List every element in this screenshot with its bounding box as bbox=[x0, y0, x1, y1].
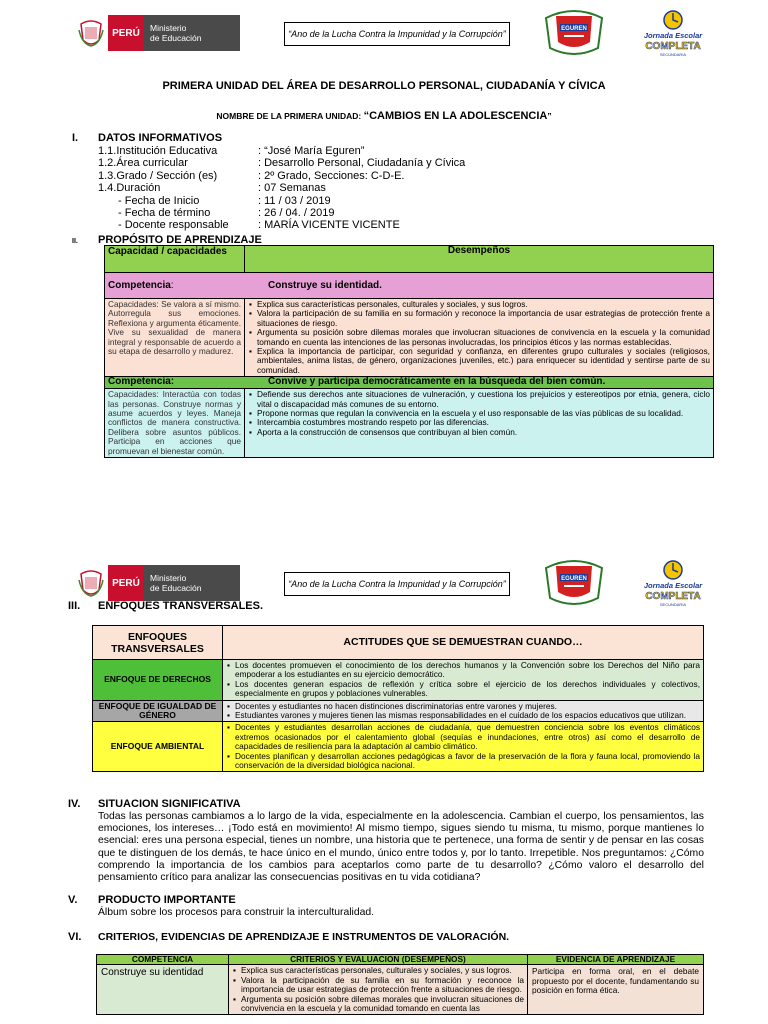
actitud-item: ▪ Docentes planifican y desarrollan acciones pedagógicas a favor de la preservación de la flora y fauna local, promoviendo la conservación de la diversidad biológica nacional. bbox=[227, 752, 700, 771]
minedu-logo bbox=[78, 562, 242, 604]
jec-logo-icon bbox=[640, 8, 706, 60]
page-title: PRIMERA UNIDAD DEL ÁREA DE DESARROLLO PERSONAL, CIUDADANÍA Y CÍVICA bbox=[162, 80, 606, 92]
svg-text:EGUREN: EGUREN bbox=[561, 576, 587, 582]
competencia-cell: Construye su identidad bbox=[97, 965, 229, 1015]
enfoque-genero: ENFOQUE DE IGUALDAD DE GÉNERO bbox=[93, 700, 223, 722]
actitud-item: ▪ Docentes y estudiantes no hacen distinciones discriminatorias entre varones y mujeres. bbox=[227, 702, 700, 711]
svg-text:EGUREN: EGUREN bbox=[561, 26, 587, 32]
dato-row: 1.3.Grado / Sección (es) : 2º Grado, Secciones: C-D-E. bbox=[98, 169, 405, 182]
actitud-item: ▪ Los docentes generan espacios de reflexión y crítica sobre el ejercicio de los derechos individuales y colectivos, especialmente en grupos y poblaciones vulnerables. bbox=[227, 680, 700, 699]
minedu-logo bbox=[78, 12, 242, 54]
criterios-table bbox=[96, 954, 704, 1015]
criterio-item: ▪ Argumenta su posición sobre dilemas morales que involucran situaciones de convivencia en la escuela y la comunidad tomando en cuenta las bbox=[233, 995, 524, 1014]
school-crest-icon bbox=[542, 558, 606, 606]
desempeno-item: ▪ Defiende sus derechos ante situaciones de vulneración, y cuestiona los prejuicios y estereotipos por etnia, genera, ciclo vital o discapacidad más comunes de su entorno. bbox=[249, 390, 710, 409]
section-5-heading: V. PRODUCTO IMPORTANTE bbox=[68, 894, 236, 906]
header-criterios: CRITERIOS Y EVALUACION (DESEMPEÑOS) bbox=[229, 955, 528, 965]
desempenos-2 bbox=[245, 389, 714, 458]
enfoque-derechos: ENFOQUE DE DERECHOS bbox=[93, 660, 223, 701]
svg-text:Jornada Escolar: Jornada Escolar bbox=[643, 31, 703, 40]
section-6-heading: VI. CRITERIOS, EVIDENCIAS DE APRENDIZAJE E INSTRUMENTOS DE VALORACIÓN. bbox=[68, 931, 510, 943]
desempeno-item: ▪ Valora la participación de su familia en su formación y reconoce la importancia de usar estrategias de protección frente a situaciones de riesgo. bbox=[249, 309, 710, 328]
actitudes-ambiental bbox=[223, 722, 704, 772]
desempeno-item: ▪ Argumenta su posición sobre dilemas morales que involucran situaciones de convivencia en la escuela y la comunidad tomando en cuenta las intenciones de las personas involucradas, los principios éticos y las normas establecidas. bbox=[249, 328, 710, 347]
competencia-2: Competencia: Convive y participa democráticamente en la búsqueda del bien común. bbox=[105, 377, 714, 389]
ministerio-label: Ministerio de Educación bbox=[144, 565, 240, 601]
dato-row: 1.4.Duración : 07 Semanas bbox=[98, 182, 326, 195]
dato-row: - Fecha de término : 26 / 04. / 2019 bbox=[118, 207, 335, 220]
competencia-1: Competencia: Construye su identidad. bbox=[105, 273, 714, 299]
desempeno-item: ▪ Explica sus características personales, culturales y sociales, y sus logros. bbox=[249, 300, 710, 309]
dato-row: - Fecha de Inicio : 11 / 03 / 2019 bbox=[118, 194, 331, 207]
criterio-item: ▪ Explica sus características personales, culturales y sociales, y sus logros. bbox=[233, 966, 524, 975]
desempeno-item: ▪ Aporta a la construcción de consensos que contribuyan al bien común. bbox=[249, 428, 710, 437]
actitud-item: ▪ Docentes y estudiantes desarrollan acciones de ciudadanía, que demuestren conciencia sobre los eventos climáticos extremos ocasionados por el calentamiento global (sequías e inundaciones, entre otros) así como el desarrollo de capacidades de resiliencia para la adaptación al cambio climático. bbox=[227, 723, 700, 751]
header-desempenos: Desempeños bbox=[245, 246, 714, 273]
svg-text:COMPLETA: COMPLETA bbox=[645, 591, 701, 602]
ministerio-label: Ministerio de Educación bbox=[144, 15, 240, 51]
dato-row: 1.1.Institución Educativa : “José María Eguren” bbox=[98, 145, 365, 157]
capacidades-2: Capacidades: Interactúa con todas las personas. Construye normas y asume acuerdos y leyes. Maneja conflictos de manera constructiva. Delibera sobre asuntos públicos. Participa en acciones que promuevan el bienestar común. bbox=[105, 389, 245, 458]
criterios-cell bbox=[229, 965, 528, 1015]
section-3-heading: III. ENFOQUES TRANSVERSALES. bbox=[68, 600, 264, 612]
actitudes-genero bbox=[223, 700, 704, 722]
desempeno-item: ▪ Explica la importancia de participar, con seguridad y confianza, en diferentes grupo culturales y sociales (religiosos, ambientales, anima listas, de género, organizaciones juveniles, etc.) para enriquecer su identidad y sentirse parte de su comunidad. bbox=[249, 347, 710, 375]
actitud-item: ▪ Estudiantes varones y mujeres tienen las mismas responsabilidades en el cuidado de los espacios educativos que utilizan. bbox=[227, 711, 700, 720]
producto-text: Álbum sobre los procesos para construir la interculturalidad. bbox=[98, 907, 375, 918]
enfoque-ambiental: ENFOQUE AMBIENTAL bbox=[93, 722, 223, 772]
actitud-item: ▪ Los docentes promueven el conocimiento de los derechos humanos y la Convención sobre los Derechos del Niño para empoderar a los estudiantes en su ejercicio democrático. bbox=[227, 661, 700, 680]
criterio-item: ▪ Valora la participación de su familia en su formación y reconoce la importancia de usar estrategias de protección frente a situaciones de riesgo. bbox=[233, 976, 524, 995]
svg-text:SECUNDARIA: SECUNDARIA bbox=[659, 52, 687, 57]
svg-text:SECUNDARIA: SECUNDARIA bbox=[659, 602, 687, 607]
dato-row: - Docente responsable : MARÍA VICENTE VICENTE bbox=[118, 219, 400, 232]
year-motto: “Ano de la Lucha Contra la Impunidad y la Corrupción” bbox=[284, 572, 510, 596]
section-4-heading: IV. SITUACION SIGNIFICATIVA bbox=[68, 798, 241, 810]
evidencia-cell: Participa en forma oral, en el debate propuesto por el docente, fundamentando su posición en forma ética. bbox=[528, 965, 704, 1015]
header-competencia: COMPETENCIA bbox=[97, 955, 229, 965]
year-motto: “Ano de la Lucha Contra la Impunidad y la Corrupción” bbox=[284, 22, 510, 46]
capacidades-1: Capacidades: Se valora a sí mismo. Autorregula sus emociones. Reflexiona y argumenta éticamente. Vive su sexualidad de manera integral y responsable de acuerdo a su etapa de desarrollo y madurez. bbox=[105, 299, 245, 377]
dato-row: 1.2.Área curricular : Desarrollo Personal, Ciudadanía y Cívica bbox=[98, 157, 466, 170]
svg-text:COMPLETA: COMPLETA bbox=[645, 41, 701, 52]
school-crest-icon bbox=[542, 8, 606, 56]
datos-informativos bbox=[98, 145, 465, 232]
actitudes-derechos bbox=[223, 660, 704, 701]
header-enfoques: ENFOQUES TRANSVERSALES bbox=[93, 626, 223, 660]
desempeno-item: ▪ Propone normas que regulan la convivencia en la escuela y el uso responsable de las vías públicas de su localidad. bbox=[249, 409, 710, 418]
proposito-table bbox=[104, 245, 714, 458]
svg-text:Jornada Escolar: Jornada Escolar bbox=[643, 581, 703, 590]
header-capacidades: Capacidad / capacidades bbox=[105, 246, 245, 273]
peru-coat-of-arms-icon bbox=[78, 568, 104, 598]
desempenos-1 bbox=[245, 299, 714, 377]
page-header-1 bbox=[0, 0, 768, 60]
section-1-heading: I. DATOS INFORMATIVOS bbox=[72, 132, 223, 144]
enfoques-table bbox=[92, 625, 704, 772]
situacion-significativa-text: Todas las personas cambiamos a lo largo de la vida, especialmente en la adolescencia. Cambian el cuerpo, los pensamientos, las emociones, los intereses… ¡Todo está en movimiento! Al mismo tiempo, sigues siendo tu misma, tu mismo, porque mantienes lo esencial: eres una persona especial, tienes un nombre, una historia que te pertenece, una forma de sentir y de pensar en las cosas que te distinguen de los demás, te hace único en el mundo, único entre todos y, por lo tanto. Irrepetible. Nos preguntamos: ¿Cómo comprendo la importancia de los cambios para aceptarlos como parte de tu desarrollo? ¿Cómo valoro el desarrollo del pensamiento crítico para analizar las consecuencias positivas en tu vida cotidiana? bbox=[98, 811, 704, 884]
peru-label: PERÚ bbox=[108, 565, 144, 601]
unit-name: NOMBRE DE LA PRIMERA UNIDAD: “CAMBIOS EN LA ADOLESCENCIA” bbox=[216, 110, 552, 122]
peru-coat-of-arms-icon bbox=[78, 18, 104, 48]
section-2-heading: II. PROPÓSITO DE APRENDIZAJE bbox=[72, 234, 262, 246]
header-evidencia: EVIDENCIA DE APRENDIZAJE bbox=[528, 955, 704, 965]
header-actitudes: ACTITUDES QUE SE DEMUESTRAN CUANDO… bbox=[223, 626, 704, 660]
peru-label: PERÚ bbox=[108, 15, 144, 51]
desempeno-item: ▪ Intercambia costumbres mostrando respeto por las diferencias. bbox=[249, 418, 710, 427]
jec-logo-icon bbox=[640, 558, 706, 610]
